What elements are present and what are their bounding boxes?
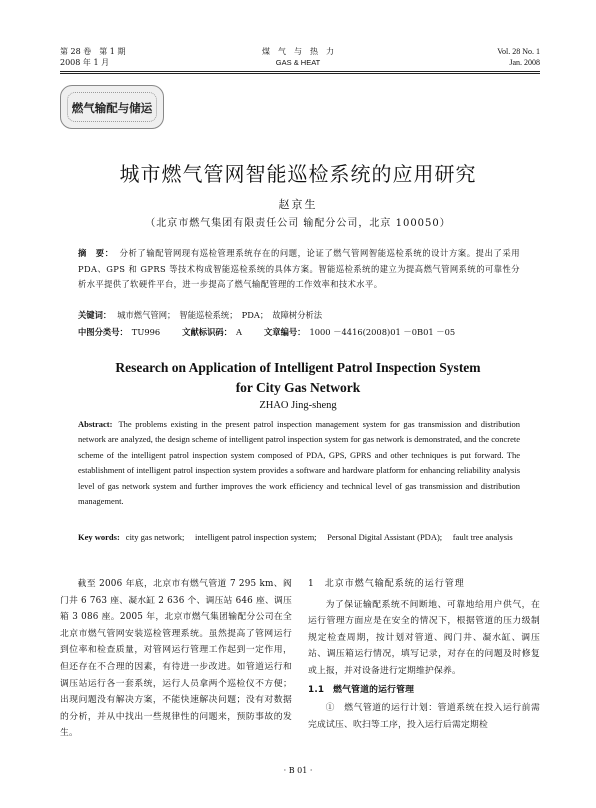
abstract-en [78,417,520,509]
body-right-column [308,576,540,733]
affiliation-zh: （北京市燃气集团有限责任公司 输配分公司，北京 100050） [145,218,451,229]
title-en [0,358,596,398]
header-rule-top [60,71,540,72]
section-tag-label: 燃气输配与储运 [71,101,153,115]
clc-label: 中图分类号： [78,327,128,337]
header-issue: Vol. 28 No. 1 Jan. 2008 [497,47,540,67]
header-rule-bottom [60,73,540,74]
doc-code-label: 文献标识码： [182,327,232,337]
page-folio: · B 01 · [283,766,313,775]
header-volume: 第 28 卷 第 1 期 2008 年 1 月 [60,47,126,67]
abstract-zh-text: 分析了输配管网现有巡检管理系统存在的问题，论证了燃气管网智能巡检系统的设计方案。提出了采用 PDA、GPS 和 GPRS 等技术构成智能巡检系统的具体方案。智能巡检系统的建立为提高燃气管网系统的可靠性分析水平提供了软硬件平台，进一步提高了燃气输配管理的工作效率和技术水平。 [78,248,520,290]
classification-line [78,325,520,340]
author-en: ZHAO Jing-sheng [259,400,337,411]
article-no-label: 文章编号： [263,327,306,337]
article-no-value: 1000 －4416(2008)01 －0B01 －05 [309,327,456,337]
abstract-zh-label: 摘 要： [78,248,114,258]
section1-heading: 1 北京市燃气输配系统的运行管理 [308,579,465,589]
header-journal: 煤 气 与 热 力 GAS & HEAT [262,47,334,67]
keywords-en [78,530,520,545]
title-en-line2: for City Gas Network [235,380,361,395]
keywords-zh-text: 城市燃气管网； 智能巡检系统； PDA； 故障树分析法 [117,310,323,320]
clc-value: TU996 [131,327,161,337]
subsection-paragraph: ① 燃气管道的运行计划：管道系统在投入运行前需完成试压、吹扫等工序，投入运行后需定期检 [308,703,540,730]
subsection-heading: 1.1 燃气管道的运行管理 [308,684,415,695]
author-zh: 赵京生 [278,198,318,211]
keywords-en-label: Key words: [78,532,120,542]
abstract-zh [78,246,520,293]
title-en-line1: Research on Application of Intelligent Patrol Inspection System [115,360,481,375]
keywords-zh-label: 关键词： [78,310,112,320]
section-tag [60,85,164,129]
section1-paragraph: 为了保证输配系统不间断地、可靠地给用户供气，在运行管理方面应是在安全的情况下，根据管道的压力级制规定检查周期，按计划对管道、阀门井、凝水缸、调压站、调压箱运行情况，填写记录，对存在的问题及时修复或上报，并对设备进行定期维护保养。 [308,599,540,676]
keywords-en-text: city gas network; intelligent patrol inspection system; Personal Digital Assistant (PDA); fault tree analysis [125,532,513,542]
body-left-column [60,576,292,742]
keywords-zh [78,308,520,323]
doc-code-value: A [235,327,242,337]
body-intro-paragraph: 截至 2006 年底，北京市有燃气管道 7 295 km、阀门井 6 763 座、凝水缸 2 636 个、调压站 646 座、调压箱 3 086 座。2005 年，北京市燃气集团输配分公司在全北京市燃气管网安装巡检管理系统。虽然提高了管网运行到位率和检查质量，对管网运行管理工作起到一定作用，但还存在不合理的因素，有待进一步改进。如管道运行和调压站运行各一套系统，运行人员拿两个巡检仪不方便；出现问题没有解决方案，不能快速解决问题；没有对数据的分析，并从中找出一些规律性的问题来，预防事故的发生。 [60,579,292,739]
title-zh: 城市燃气管网智能巡检系统的应用研究 [119,162,477,186]
abstract-en-label: Abstract: [78,419,113,429]
abstract-en-text: The problems existing in the present patrol inspection management system for gas transmission and distribution network are analyzed, the design scheme of intelligent patrol inspection system for gas network is demonstrated, and the concrete scheme of the intelligent patrol inspection system composed of PDA, GPS, GPRS and other techniques is put forward. The establishment of intelligent patrol inspection system provides a software and hardware platform for enhancing reliability analysis level of gas network system and further improves the work efficiency and technical level of gas transmission and distribution management. [78,419,520,507]
